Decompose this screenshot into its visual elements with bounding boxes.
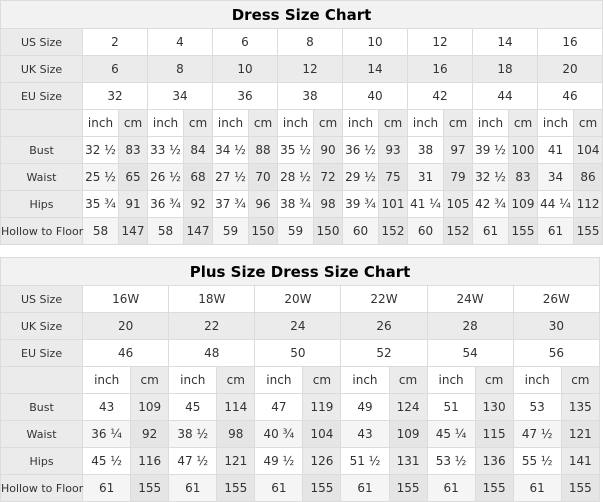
size-value: 50 xyxy=(255,340,341,367)
measure-inch-value: 44 ¼ xyxy=(538,191,574,218)
size-value: 10 xyxy=(213,56,278,83)
unit-row xyxy=(1,367,600,394)
measure-inch-value: 38 ½ xyxy=(169,421,217,448)
unit-row xyxy=(1,110,603,137)
measure-cm-value: 155 xyxy=(131,475,169,502)
row-label: US Size xyxy=(1,286,83,313)
measure-cm-value: 70 xyxy=(249,164,278,191)
measure-cm-value: 83 xyxy=(119,137,148,164)
measure-row xyxy=(1,394,600,421)
measure-inch-value: 61 xyxy=(169,475,217,502)
table-title: Plus Size Dress Size Chart xyxy=(1,258,600,286)
size-value: 36 xyxy=(213,83,278,110)
measure-inch-value: 29 ½ xyxy=(343,164,379,191)
measure-cm-value: 115 xyxy=(475,421,513,448)
measure-cm-value: 100 xyxy=(509,137,538,164)
measure-inch-value: 38 ¾ xyxy=(278,191,314,218)
measure-cm-value: 79 xyxy=(444,164,473,191)
measure-cm-value: 97 xyxy=(444,137,473,164)
size-row xyxy=(1,83,603,110)
measure-cm-value: 93 xyxy=(379,137,408,164)
unit-cm-header: cm xyxy=(249,110,278,137)
size-value: 10 xyxy=(343,29,408,56)
unit-inch-header: inch xyxy=(343,110,379,137)
measure-cm-value: 136 xyxy=(475,448,513,475)
measure-cm-value: 155 xyxy=(561,475,599,502)
measure-inch-value: 39 ½ xyxy=(473,137,509,164)
measure-inch-value: 51 xyxy=(427,394,475,421)
size-value: 28 xyxy=(427,313,513,340)
measure-inch-value: 61 xyxy=(83,475,131,502)
measure-inch-value: 47 ½ xyxy=(169,448,217,475)
table-title-row xyxy=(1,1,603,29)
unit-row-spacer xyxy=(1,110,83,137)
size-value: 54 xyxy=(427,340,513,367)
unit-cm-header: cm xyxy=(379,110,408,137)
size-value: 26 xyxy=(341,313,427,340)
row-label: EU Size xyxy=(1,340,83,367)
measure-cm-value: 141 xyxy=(561,448,599,475)
table-title-row xyxy=(1,258,600,286)
measure-cm-value: 150 xyxy=(249,218,278,245)
plus-size-dress-size-chart-table xyxy=(0,257,600,502)
measure-inch-value: 34 ½ xyxy=(213,137,249,164)
size-value: 16 xyxy=(538,29,603,56)
unit-cm-header: cm xyxy=(509,110,538,137)
unit-cm-header: cm xyxy=(131,367,169,394)
measure-row xyxy=(1,137,603,164)
size-value: 46 xyxy=(538,83,603,110)
measure-inch-value: 47 xyxy=(255,394,303,421)
measure-inch-value: 31 xyxy=(408,164,444,191)
measure-inch-value: 51 ½ xyxy=(341,448,389,475)
measure-cm-value: 83 xyxy=(509,164,538,191)
measure-inch-value: 32 ½ xyxy=(83,137,119,164)
measure-inch-value: 61 xyxy=(341,475,389,502)
measure-cm-value: 124 xyxy=(389,394,427,421)
measure-inch-value: 47 ½ xyxy=(513,421,561,448)
measure-inch-value: 58 xyxy=(83,218,119,245)
unit-cm-header: cm xyxy=(574,110,603,137)
measurement-label: Waist xyxy=(1,421,83,448)
measure-inch-value: 36 ¼ xyxy=(83,421,131,448)
size-value: 40 xyxy=(343,83,408,110)
size-value: 14 xyxy=(473,29,538,56)
measure-inch-value: 42 ¾ xyxy=(473,191,509,218)
size-value: 12 xyxy=(408,29,473,56)
measure-inch-value: 61 xyxy=(427,475,475,502)
unit-inch-header: inch xyxy=(278,110,314,137)
measure-inch-value: 37 ¾ xyxy=(213,191,249,218)
row-label: EU Size xyxy=(1,83,83,110)
unit-cm-header: cm xyxy=(444,110,473,137)
measure-row xyxy=(1,448,600,475)
measure-cm-value: 155 xyxy=(574,218,603,245)
measure-cm-value: 75 xyxy=(379,164,408,191)
measure-inch-value: 25 ½ xyxy=(83,164,119,191)
unit-inch-header: inch xyxy=(341,367,389,394)
measure-inch-value: 61 xyxy=(513,475,561,502)
measure-cm-value: 109 xyxy=(509,191,538,218)
size-value: 12 xyxy=(278,56,343,83)
measure-cm-value: 86 xyxy=(574,164,603,191)
size-value: 52 xyxy=(341,340,427,367)
measure-inch-value: 58 xyxy=(148,218,184,245)
measure-cm-value: 121 xyxy=(217,448,255,475)
measure-cm-value: 131 xyxy=(389,448,427,475)
unit-cm-header: cm xyxy=(217,367,255,394)
size-value: 4 xyxy=(148,29,213,56)
size-value: 20 xyxy=(83,313,169,340)
measure-inch-value: 40 ¾ xyxy=(255,421,303,448)
measure-inch-value: 53 xyxy=(513,394,561,421)
size-value: 14 xyxy=(343,56,408,83)
unit-inch-header: inch xyxy=(83,110,119,137)
size-value: 46 xyxy=(83,340,169,367)
measure-inch-value: 61 xyxy=(538,218,574,245)
measure-cm-value: 116 xyxy=(131,448,169,475)
size-value: 16W xyxy=(83,286,169,313)
measure-row xyxy=(1,475,600,502)
unit-cm-header: cm xyxy=(303,367,341,394)
size-value: 38 xyxy=(278,83,343,110)
measure-inch-value: 34 xyxy=(538,164,574,191)
measure-cm-value: 105 xyxy=(444,191,473,218)
measure-inch-value: 43 xyxy=(83,394,131,421)
measure-cm-value: 104 xyxy=(574,137,603,164)
measure-cm-value: 126 xyxy=(303,448,341,475)
measurement-label: Hollow to Floor xyxy=(1,218,83,245)
measure-inch-value: 38 xyxy=(408,137,444,164)
measure-cm-value: 155 xyxy=(509,218,538,245)
size-value: 16 xyxy=(408,56,473,83)
measure-cm-value: 152 xyxy=(379,218,408,245)
unit-cm-header: cm xyxy=(314,110,343,137)
row-label: UK Size xyxy=(1,56,83,83)
size-row xyxy=(1,286,600,313)
measure-cm-value: 101 xyxy=(379,191,408,218)
measure-inch-value: 59 xyxy=(213,218,249,245)
unit-inch-header: inch xyxy=(213,110,249,137)
size-value: 44 xyxy=(473,83,538,110)
measurement-label: Bust xyxy=(1,394,83,421)
measure-inch-value: 32 ½ xyxy=(473,164,509,191)
unit-inch-header: inch xyxy=(83,367,131,394)
size-value: 22 xyxy=(169,313,255,340)
measure-cm-value: 121 xyxy=(561,421,599,448)
measure-cm-value: 130 xyxy=(475,394,513,421)
size-value: 32 xyxy=(83,83,148,110)
size-value: 24 xyxy=(255,313,341,340)
measure-inch-value: 49 ½ xyxy=(255,448,303,475)
row-label: UK Size xyxy=(1,313,83,340)
unit-cm-header: cm xyxy=(561,367,599,394)
measure-inch-value: 28 ½ xyxy=(278,164,314,191)
table-gap xyxy=(0,245,600,257)
measure-cm-value: 91 xyxy=(119,191,148,218)
unit-row-spacer xyxy=(1,367,83,394)
size-value: 56 xyxy=(513,340,599,367)
size-value: 22W xyxy=(341,286,427,313)
size-value: 6 xyxy=(83,56,148,83)
size-value: 24W xyxy=(427,286,513,313)
measurement-label: Bust xyxy=(1,137,83,164)
unit-inch-header: inch xyxy=(427,367,475,394)
size-value: 18W xyxy=(169,286,255,313)
measurement-label: Hips xyxy=(1,191,83,218)
measure-cm-value: 72 xyxy=(314,164,343,191)
measure-inch-value: 45 xyxy=(169,394,217,421)
measure-inch-value: 60 xyxy=(408,218,444,245)
unit-cm-header: cm xyxy=(184,110,213,137)
unit-inch-header: inch xyxy=(538,110,574,137)
unit-cm-header: cm xyxy=(119,110,148,137)
measure-inch-value: 61 xyxy=(473,218,509,245)
measure-inch-value: 59 xyxy=(278,218,314,245)
measure-inch-value: 26 ½ xyxy=(148,164,184,191)
measure-cm-value: 147 xyxy=(184,218,213,245)
size-value: 48 xyxy=(169,340,255,367)
measure-cm-value: 109 xyxy=(389,421,427,448)
size-value: 2 xyxy=(83,29,148,56)
size-row xyxy=(1,29,603,56)
measure-row xyxy=(1,421,600,448)
measure-cm-value: 114 xyxy=(217,394,255,421)
measure-cm-value: 92 xyxy=(184,191,213,218)
unit-cm-header: cm xyxy=(389,367,427,394)
measure-cm-value: 119 xyxy=(303,394,341,421)
unit-inch-header: inch xyxy=(513,367,561,394)
measure-cm-value: 65 xyxy=(119,164,148,191)
measure-row xyxy=(1,218,603,245)
measure-row xyxy=(1,191,603,218)
measure-cm-value: 155 xyxy=(389,475,427,502)
measure-cm-value: 109 xyxy=(131,394,169,421)
measure-cm-value: 98 xyxy=(217,421,255,448)
row-label: US Size xyxy=(1,29,83,56)
measure-cm-value: 152 xyxy=(444,218,473,245)
measure-cm-value: 68 xyxy=(184,164,213,191)
measure-inch-value: 60 xyxy=(343,218,379,245)
size-value: 42 xyxy=(408,83,473,110)
measure-cm-value: 88 xyxy=(249,137,278,164)
size-value: 30 xyxy=(513,313,599,340)
measure-cm-value: 147 xyxy=(119,218,148,245)
size-value: 20W xyxy=(255,286,341,313)
unit-inch-header: inch xyxy=(148,110,184,137)
size-value: 8 xyxy=(148,56,213,83)
measurement-label: Waist xyxy=(1,164,83,191)
measure-inch-value: 49 xyxy=(341,394,389,421)
measure-inch-value: 36 ½ xyxy=(343,137,379,164)
measurement-label: Hollow to Floor xyxy=(1,475,83,502)
unit-inch-header: inch xyxy=(408,110,444,137)
unit-cm-header: cm xyxy=(475,367,513,394)
table-title: Dress Size Chart xyxy=(1,1,603,29)
measure-row xyxy=(1,164,603,191)
measure-inch-value: 41 ¼ xyxy=(408,191,444,218)
measurement-label: Hips xyxy=(1,448,83,475)
measure-inch-value: 43 xyxy=(341,421,389,448)
measure-cm-value: 150 xyxy=(314,218,343,245)
size-value: 6 xyxy=(213,29,278,56)
dress-size-chart-table xyxy=(0,0,603,245)
measure-cm-value: 155 xyxy=(217,475,255,502)
measure-cm-value: 155 xyxy=(475,475,513,502)
size-row xyxy=(1,56,603,83)
size-value: 26W xyxy=(513,286,599,313)
measure-inch-value: 41 xyxy=(538,137,574,164)
measure-cm-value: 92 xyxy=(131,421,169,448)
size-row xyxy=(1,340,600,367)
measure-cm-value: 98 xyxy=(314,191,343,218)
measure-cm-value: 104 xyxy=(303,421,341,448)
measure-cm-value: 155 xyxy=(303,475,341,502)
unit-inch-header: inch xyxy=(473,110,509,137)
measure-inch-value: 61 xyxy=(255,475,303,502)
measure-inch-value: 33 ½ xyxy=(148,137,184,164)
size-row xyxy=(1,313,600,340)
measure-inch-value: 36 ¾ xyxy=(148,191,184,218)
size-value: 18 xyxy=(473,56,538,83)
unit-inch-header: inch xyxy=(255,367,303,394)
size-value: 8 xyxy=(278,29,343,56)
size-value: 20 xyxy=(538,56,603,83)
unit-inch-header: inch xyxy=(169,367,217,394)
measure-cm-value: 96 xyxy=(249,191,278,218)
measure-inch-value: 35 ¾ xyxy=(83,191,119,218)
measure-cm-value: 112 xyxy=(574,191,603,218)
measure-inch-value: 53 ½ xyxy=(427,448,475,475)
measure-inch-value: 35 ½ xyxy=(278,137,314,164)
measure-cm-value: 84 xyxy=(184,137,213,164)
measure-inch-value: 39 ¾ xyxy=(343,191,379,218)
measure-cm-value: 135 xyxy=(561,394,599,421)
size-value: 34 xyxy=(148,83,213,110)
measure-inch-value: 45 ½ xyxy=(83,448,131,475)
measure-inch-value: 27 ½ xyxy=(213,164,249,191)
measure-inch-value: 45 ¼ xyxy=(427,421,475,448)
measure-cm-value: 90 xyxy=(314,137,343,164)
measure-inch-value: 55 ½ xyxy=(513,448,561,475)
